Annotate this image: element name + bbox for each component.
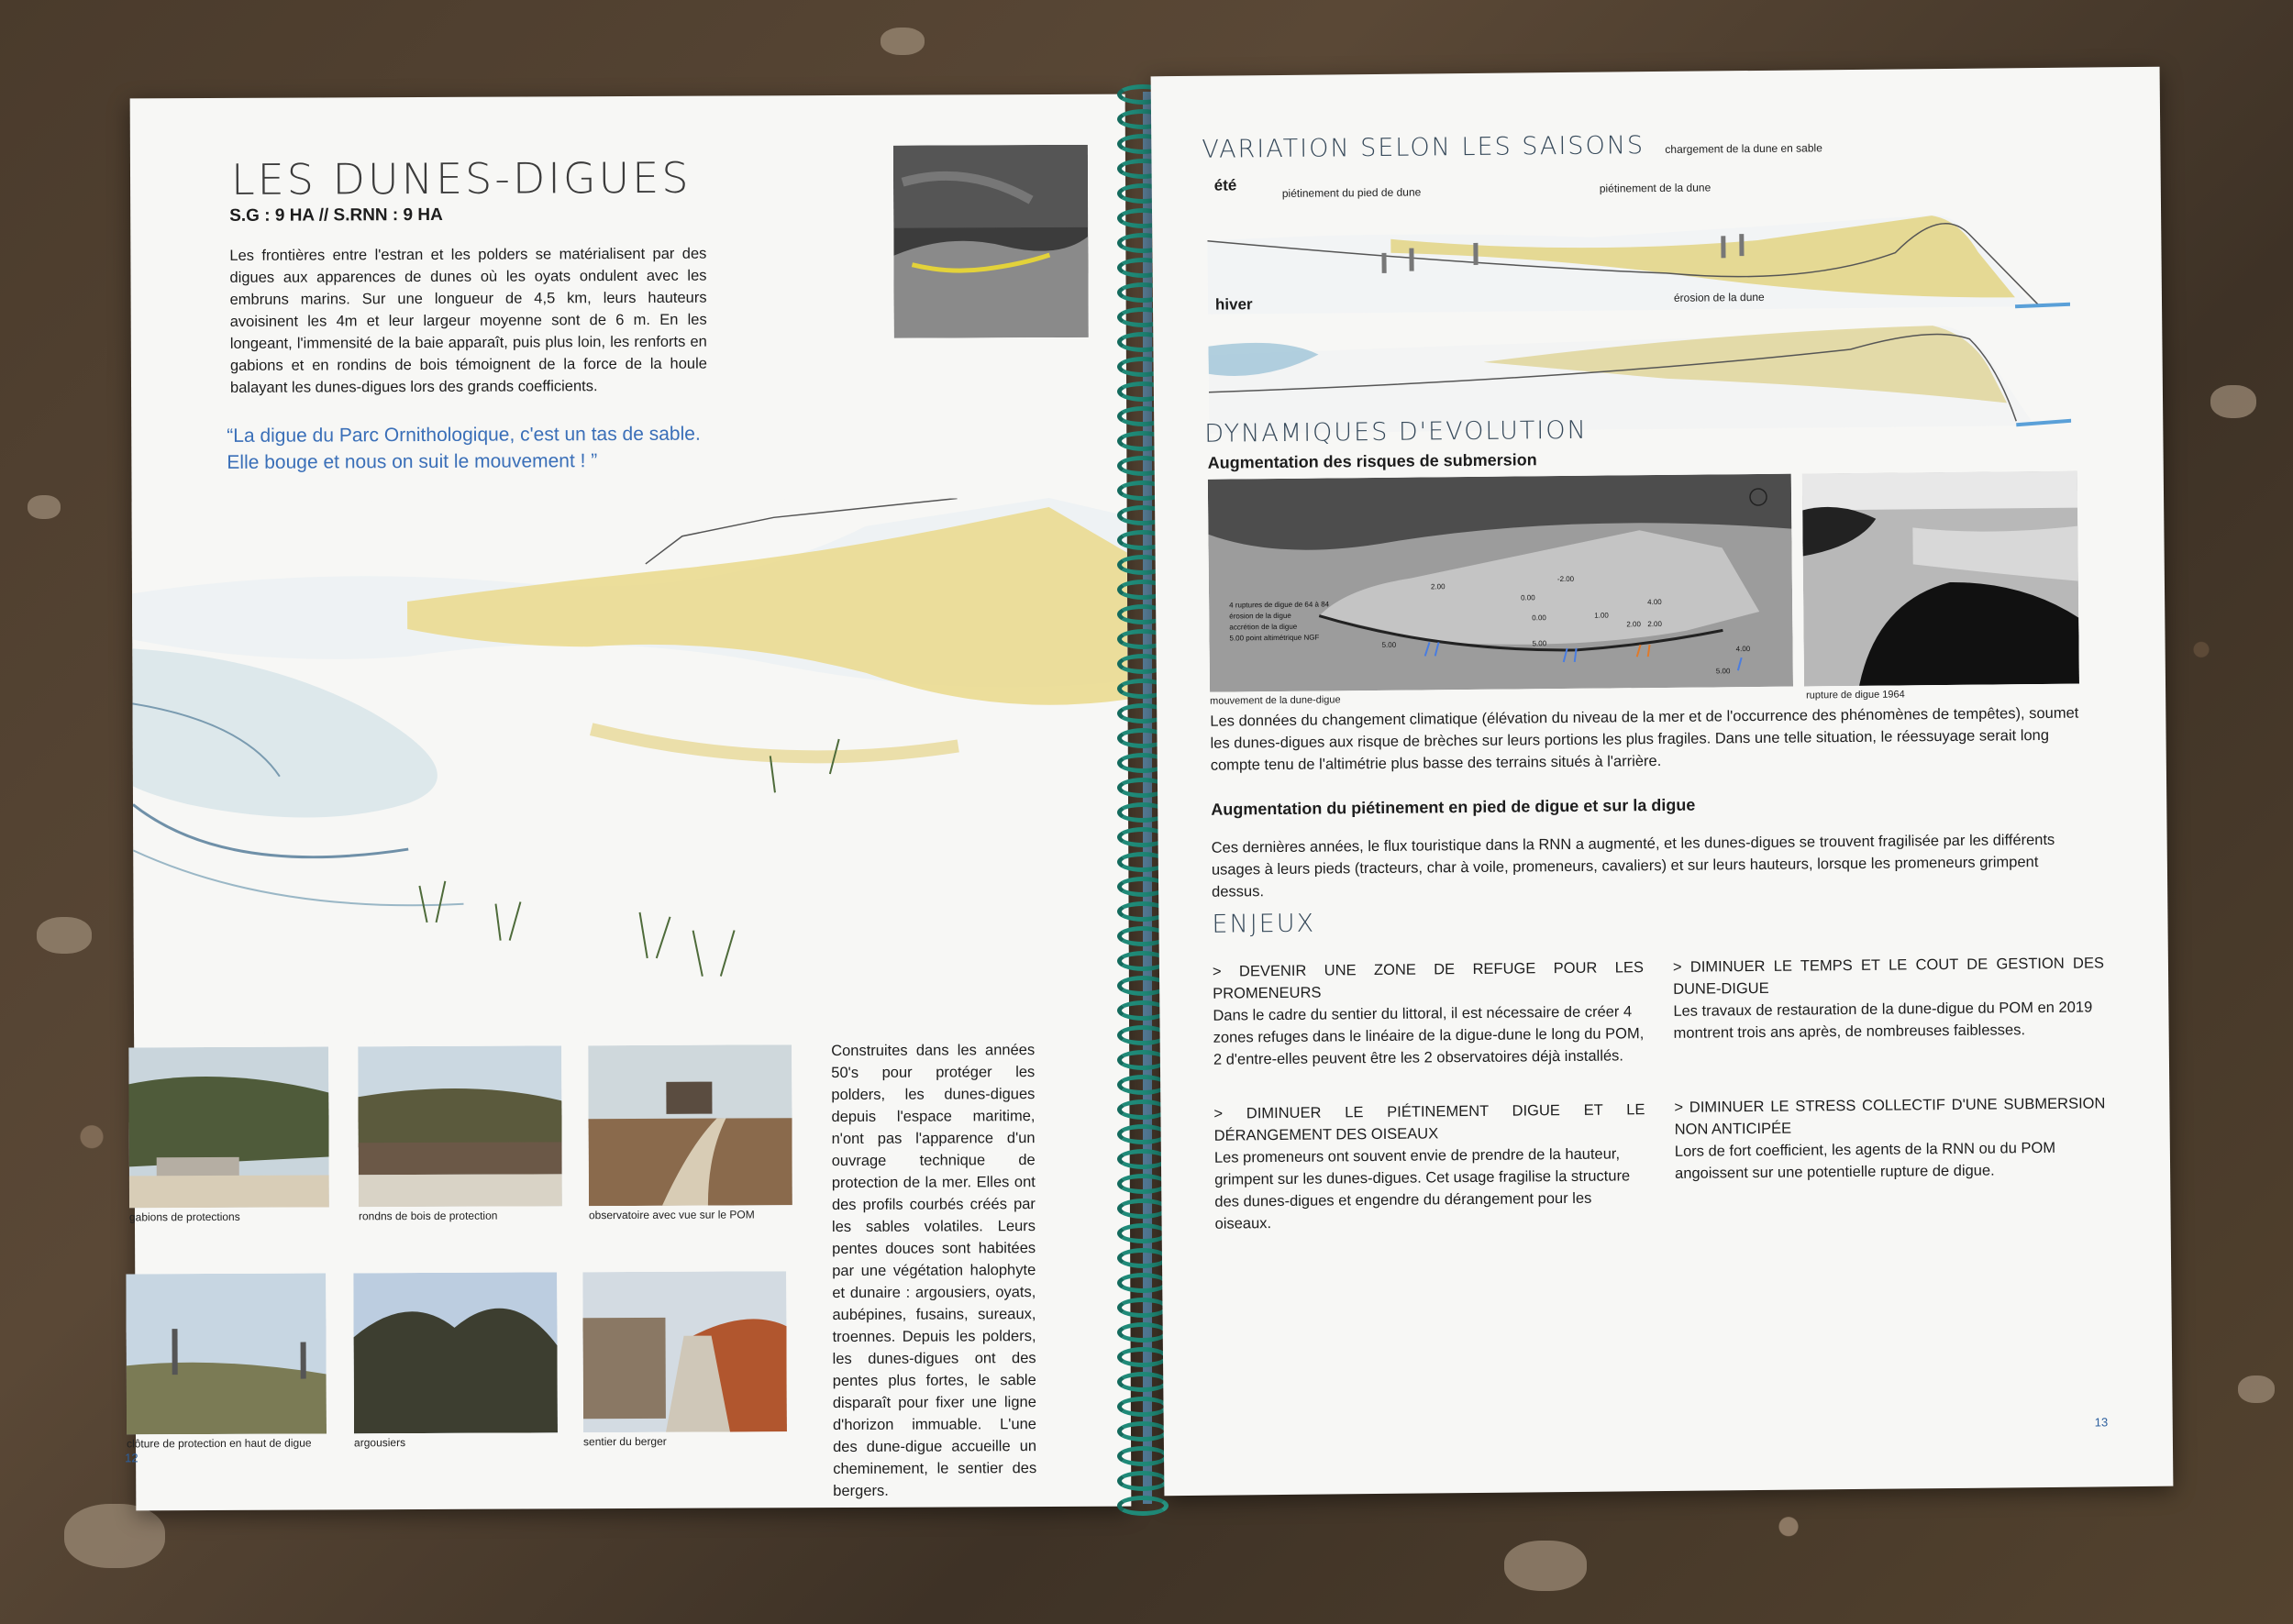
enjeu-text: Les promeneurs ont souvent envie de prendre de la hauteur, grimpent sur les dunes-digues. Cet usage fragilise la structure des dunes-digues et engendre du dérangement pour les oiseaux.	[1213, 1145, 1631, 1232]
enjeu-heading: > DEVENIR UNE ZONE DE REFUGE POUR LES PROMENEURS	[1212, 959, 1645, 1002]
paragraph-submersion: Les données du changement climatique (élévation du niveau de la mer et de l'occurrence des phénomènes de tempêtes), soumet les dunes-digues aux risque de brèches sur leurs portions les plus fragiles. Dans une telle situation, le réessuyage serait long compte tenu de l'altimétrie plus basse des terrains situés à l'arrière.	[1210, 704, 2079, 774]
spiral-coil	[1117, 1397, 1169, 1417]
ground-stone	[2210, 385, 2256, 418]
season-summer: été	[1213, 176, 1237, 194]
map-value: 0.00	[1532, 613, 1546, 623]
photo-rondins	[358, 1045, 562, 1207]
map-value: 2.00	[1626, 620, 1641, 629]
quote	[227, 421, 701, 476]
subhead-pietinement: Augmentation du piétinement en pied de digue et sur la digue	[1211, 795, 1696, 819]
map-value: 5.00	[1532, 639, 1547, 648]
map-value: 4.00	[1735, 645, 1751, 654]
label-pietinement-pied: piétinement du pied de dune	[1281, 185, 1422, 200]
enjeu-heading: > DIMINUER LE PIÉTINEMENT DIGUE ET LE DÉRANGEMENT DES OISEAUX	[1213, 1101, 1645, 1144]
map-value: 1.00	[1594, 611, 1609, 620]
intro-paragraph: Les frontières entre l'estran et les polders se matérialisent par des digues aux apparences de dunes où les oyats ondulent avec les embruns marins. Sur une longueur de 4,5 km, leurs hauteurs avoisinent les 4m et leur largeur moyenne sont de 6 m. En les longeant, l'immensité de la baie apparaît, puis plus loin, les renforts en gabions et en rondins de bois témoignent de la force de la houle balayant les dunes-digues lors des grands coefficients.	[229, 245, 707, 396]
section-title-saisons: VARIATION SELON LES SAISONS	[1202, 131, 1645, 164]
ground-stone	[2238, 1375, 2275, 1403]
aerial-map-image	[893, 145, 1089, 338]
spiral-coil	[1117, 1421, 1169, 1442]
spiral-coil	[1117, 1298, 1169, 1318]
caption-map: mouvement de la dune-digue	[1210, 694, 1341, 707]
enjeu-text: Lors de fort coefficient, les agents de la RNN ou du POM angoissent sur une potentielle rupture de digue.	[1674, 1139, 2056, 1182]
spiral-coil	[1117, 1347, 1169, 1367]
enjeu-text: Les travaux de restauration de la dune-digue du POM en 2019 montrent trois ans après, de nombreuses faiblesses.	[1673, 999, 2093, 1042]
map-value: 0.00	[1521, 593, 1535, 602]
legend-ruptures: 4 ruptures de digue de 64 à 84	[1229, 600, 1330, 610]
page-number: 13	[2094, 1415, 2109, 1430]
spiral-coil	[1117, 1471, 1169, 1491]
caption-rupture: rupture de digue 1964	[1806, 689, 1905, 702]
spiral-coil	[1117, 1496, 1169, 1516]
map-value: 5.00	[1715, 667, 1731, 676]
left-page	[125, 94, 1132, 1511]
season-winter: hiver	[1214, 295, 1253, 314]
ground-stone	[881, 28, 925, 55]
caption-argousiers: argousiers	[354, 1436, 406, 1450]
photo-rupture-1964	[1802, 471, 2079, 687]
spiral-coil	[1117, 1248, 1169, 1268]
enjeu-text: Dans le cadre du sentier du littoral, il est nécessaire de créer 4 zones refuges dans le linéaire de la digue-dune le long du POM, 2 d'entre-elles peuvent être les 2 observatoires déjà installés.	[1213, 1003, 1645, 1068]
spiral-coil	[1117, 1372, 1169, 1392]
map-value: 2.00	[1647, 619, 1662, 629]
photo-gabions	[128, 1046, 329, 1208]
enjeu-refuge	[1213, 956, 1645, 1071]
caption-cloture: clôture de protection en haut de digue	[127, 1436, 312, 1451]
caption-sentier: sentier du berger	[583, 1434, 667, 1449]
label-pietinement: piétinement de la dune	[1599, 181, 1711, 195]
enjeu-stress	[1674, 1092, 2106, 1185]
section-title-enjeux: ENJEUX	[1212, 909, 1316, 939]
surface-subtitle: S.G : 9 HA // S.RNN : 9 HA	[229, 204, 443, 226]
caption-rondins: rondns de bois de protection	[358, 1209, 498, 1223]
enjeu-heading: > DIMINUER LE STRESS COLLECTIF D'UNE SUBMERSION NON ANTICIPÉE	[1674, 1095, 2106, 1138]
label-erosion: érosion de la dune	[1673, 290, 1765, 304]
map-value: 2.00	[1430, 582, 1446, 591]
map-value: 5.00	[1381, 640, 1397, 649]
side-paragraph: Construites dans les années 50's pour protéger les polders, les dunes-digues depuis l'espace maritime, n'ont pas l'apparence d'un ouvrage technique de protection de la mer. Elles ont des profils courbés créés par les sables volatiles. Leurs pentes douces sont habitées par une végétation halophyte et dunaire : argousiers, oyats, aubépines, fusains, sureaux, troennes. Depuis les polders, les dunes-digues ont des pentes plus fortes, le sable disparaît pour fixer une ligne d'horizon immuable. L'une des dune-digue accueille un cheminement, le sentier des bergers.	[831, 1042, 1037, 1500]
map-value: -2.00	[1556, 574, 1575, 584]
page-number: 12	[125, 1451, 138, 1465]
subhead-submersion: Augmentation des risques de submersion	[1207, 450, 1537, 472]
map-value: 4.00	[1647, 597, 1662, 607]
summer-profile-drawing	[1207, 196, 2070, 319]
quote-line-1: “La digue du Parc Ornithologique, c'est un tas de sable.	[227, 423, 701, 447]
photo-observatoire	[588, 1044, 792, 1206]
legend-erosion: érosion de la digue	[1229, 611, 1291, 621]
ground-stone	[28, 495, 61, 519]
section-title-dynamiques: DYNAMIQUES D'EVOLUTION	[1204, 415, 1588, 448]
caption-observatoire: observatoire avec vue sur le POM	[588, 1208, 755, 1222]
ground-stone	[64, 1504, 165, 1568]
enjeu-gestion	[1673, 952, 2105, 1044]
legend-accretion: accrétion de la digue	[1229, 622, 1298, 632]
photo-argousiers	[353, 1272, 558, 1433]
caption-gabions: gabions de protections	[128, 1210, 240, 1224]
quote-line-2: Elle bouge et nous on suit le mouvement ! ”	[227, 450, 598, 473]
label-chargement: chargement de la dune en sable	[1665, 141, 1822, 156]
spiral-coil	[1117, 1446, 1169, 1466]
map-legend	[1229, 599, 1329, 644]
enjeu-heading: > DIMINUER LE TEMPS ET LE COUT DE GESTION DES DUNE-DIGUE	[1672, 955, 2105, 998]
spiral-coil	[1117, 1223, 1169, 1243]
photo-cloture	[126, 1273, 327, 1434]
page-title: LES DUNES-DIGUES	[230, 152, 692, 204]
ground-stone	[1504, 1541, 1587, 1591]
enjeu-pietinement	[1213, 1099, 1645, 1235]
paragraph-pietinement: Ces dernières années, le flux touristique dans la RNN a augmenté, et les dunes-digues se trouvent fragilisée par les différents usages à leurs pieds (tracteurs, char à voile, promeneurs, cavaliers) et sur leurs hauteurs, lorsque les promeneurs grimpent dessus.	[1211, 831, 2055, 900]
dune-watercolor-illustration	[132, 498, 1130, 1034]
dune-movement-map	[1208, 474, 1793, 692]
right-page	[1151, 67, 2174, 1496]
photo-sentier	[582, 1271, 787, 1432]
spiral-coil	[1117, 1322, 1169, 1342]
ground-stone	[37, 917, 92, 954]
legend-altimetrie: 5.00 point altimétrique NGF	[1229, 633, 1320, 643]
spiral-coil	[1117, 1273, 1169, 1293]
